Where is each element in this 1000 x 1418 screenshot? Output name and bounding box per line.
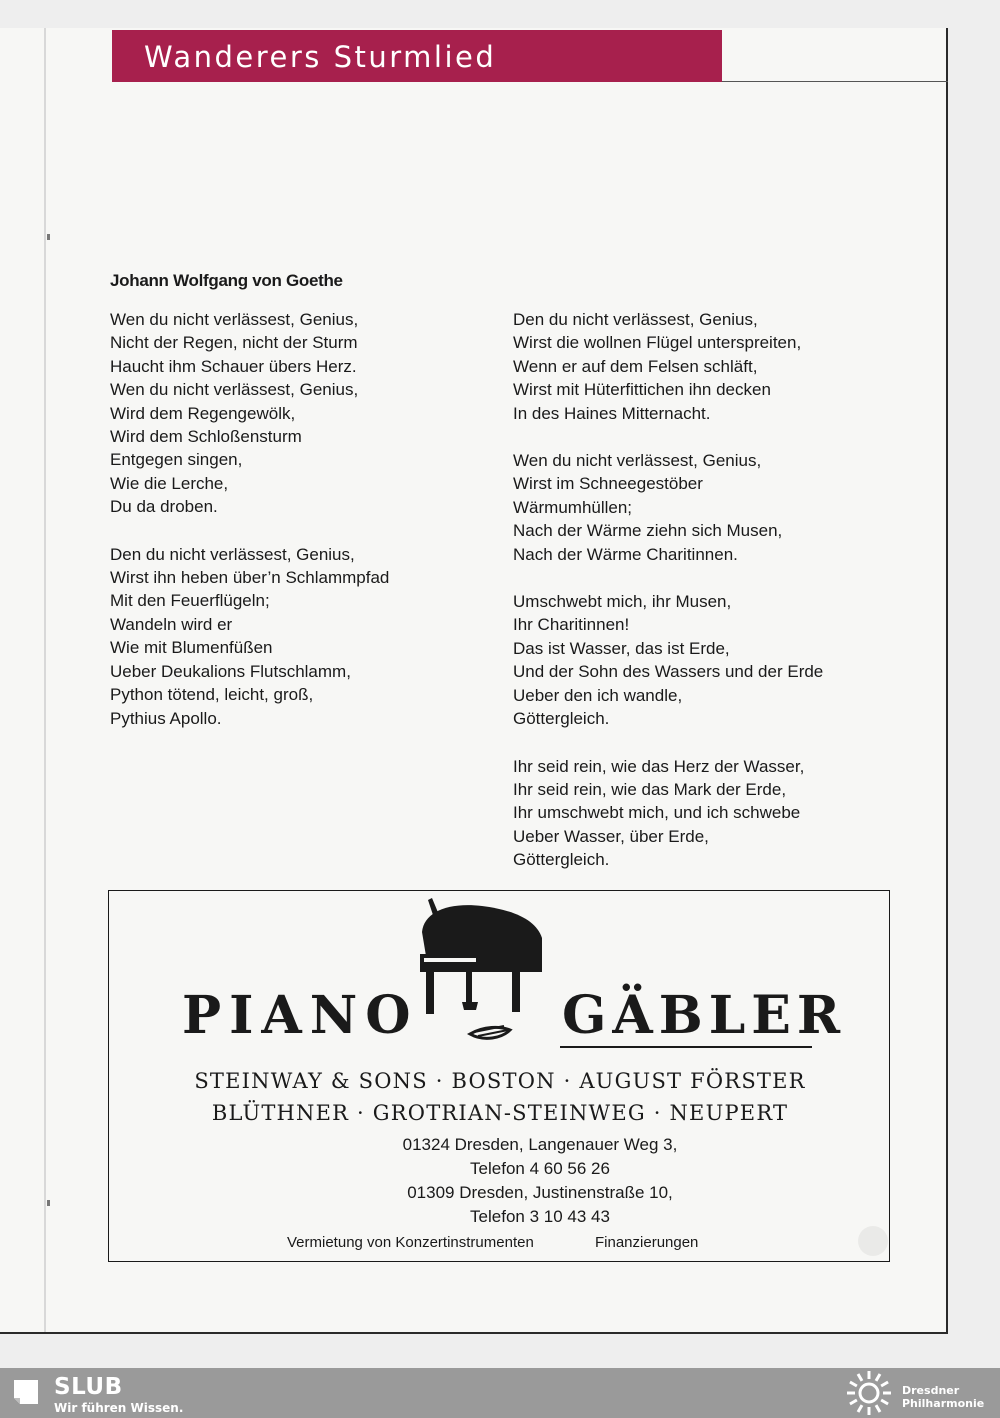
financing-service: Finanzierungen — [595, 1234, 699, 1251]
footer-bar — [0, 1368, 1000, 1418]
poem-author: Johann Wolfgang von Goethe — [110, 271, 343, 290]
partner-name-line-2: Philharmonie — [902, 1397, 985, 1410]
stanza — [110, 543, 389, 730]
verse-line: Wen du nicht verlässest, Genius, — [110, 310, 359, 329]
verse-line: In des Haines Mitternacht. — [513, 403, 711, 423]
verse-line: Den du nicht verlässest, Genius, — [513, 310, 758, 329]
verse-line: Wen du nicht verlässest, Genius, — [110, 380, 359, 400]
address-2: 01309 Dresden, Justinenstraße 10, — [407, 1183, 673, 1202]
library-tagline: Wir führen Wissen. — [54, 1401, 184, 1415]
verse-line: Ueber den ich wandle, — [513, 685, 683, 705]
verse-line: Ihr Charitinnen! — [513, 615, 630, 635]
verse-line: Nicht der Regen, nicht der Sturm — [110, 333, 358, 353]
verse-line: Haucht ihm Schauer übers Herz. — [110, 356, 357, 376]
verse-line: Python tötend, leicht, groß, — [110, 685, 314, 705]
verse-line: Nach der Wärme ziehn sich Musen, — [513, 521, 783, 541]
verse-line: Ihr umschwebt mich, und ich schwebe — [513, 803, 801, 823]
page-title: Wanderers Sturmlied — [144, 40, 497, 74]
verse-line: Den du nicht verlässest, Genius, — [110, 544, 355, 564]
verse-line: Wirst die wollnen Flügel unterspreiten, — [513, 333, 802, 353]
verse-line: Pythius Apollo. — [110, 708, 222, 728]
slub-page-icon — [12, 1376, 42, 1408]
verse-line: Göttergleich. — [513, 850, 610, 870]
partner-name-line-1: Dresdner — [902, 1384, 960, 1397]
brand-name-left: PIANO — [182, 985, 419, 1046]
verse-line: Wie die Lerche, — [110, 473, 229, 493]
verse-line: Und der Sohn des Wassers und der Erde — [513, 662, 824, 682]
verse-line: Wenn er auf dem Felsen schläft, — [513, 356, 758, 376]
partner-name — [902, 1384, 998, 1410]
brand-list-line-1: STEINWAY & SONS · BOSTON · AUGUST FÖRSTER — [194, 1069, 806, 1093]
poem-right-column — [513, 308, 823, 896]
grand-piano-icon — [418, 898, 548, 1058]
verse-line: Ihr seid rein, wie das Mark der Erde, — [513, 779, 787, 799]
verse-line: Wie mit Blumenfüßen — [110, 638, 273, 658]
brand-underline — [560, 1046, 812, 1048]
verse-line: Ueber Wasser, über Erde, — [513, 826, 709, 846]
verse-line: Mit den Feuerflügeln; — [110, 591, 270, 611]
verse-line: Wärmumhüllen; — [513, 497, 633, 517]
poem-left-column — [110, 308, 389, 754]
brand-list-line-2: BLÜTHNER · GROTRIAN-STEINWEG · NEUPERT — [211, 1101, 789, 1125]
verse-line: Das ist Wasser, das ist Erde, — [513, 638, 730, 658]
brand-name-right: GÄBLER — [562, 985, 847, 1046]
phone-2: Telefon 3 10 43 43 — [470, 1207, 610, 1226]
verse-line: Wirst ihn heben über’n Schlammpfad — [110, 568, 390, 588]
address-1: 01324 Dresden, Langenauer Weg 3, — [402, 1135, 678, 1154]
verse-line: Entgegen singen, — [110, 450, 243, 470]
verse-line: Wird dem Schloßensturm — [110, 427, 302, 447]
header-rule — [722, 81, 948, 82]
binding-mark — [47, 1200, 50, 1206]
verse-line: Wird dem Regengewölk, — [110, 403, 296, 423]
verse-line: Wirst im Schneegestöber — [513, 474, 703, 494]
stanza — [513, 755, 823, 872]
phone-1: Telefon 4 60 56 26 — [470, 1159, 610, 1178]
binding-mark — [47, 234, 50, 240]
verse-line: Umschwebt mich, ihr Musen, — [513, 592, 732, 612]
stanza — [513, 449, 823, 566]
philharmonie-sun-icon — [842, 1370, 896, 1416]
verse-line: Du da droben. — [110, 497, 218, 517]
verse-line: Ihr seid rein, wie das Herz der Wasser, — [513, 756, 805, 776]
stanza — [110, 308, 389, 519]
stanza — [513, 590, 823, 730]
verse-line: Wandeln wird er — [110, 614, 233, 634]
verse-line: Ueber Deukalions Flutschlamm, — [110, 661, 351, 681]
verse-line: Nach der Wärme Charitinnen. — [513, 544, 738, 564]
stanza — [513, 308, 823, 425]
verse-line: Wen du nicht verlässest, Genius, — [513, 451, 762, 471]
verse-line: Göttergleich. — [513, 709, 610, 729]
library-name: SLUB — [54, 1374, 123, 1400]
rental-service: Vermietung von Konzertinstrumenten — [287, 1234, 534, 1251]
bleed-through-text — [478, 272, 482, 295]
verse-line: Wirst mit Hüterfittichen ihn decken — [513, 380, 771, 400]
